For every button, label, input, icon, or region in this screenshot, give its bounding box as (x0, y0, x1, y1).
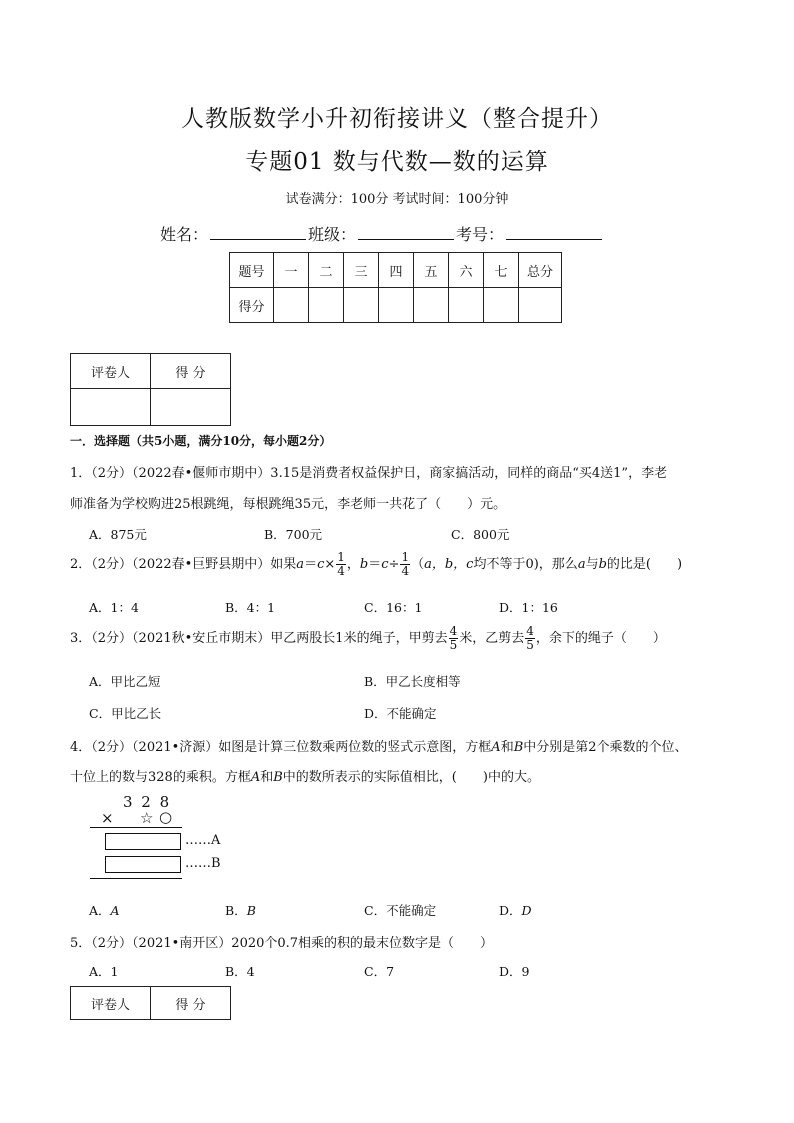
score-cell: 四 (379, 253, 414, 288)
student-info-line (160, 222, 604, 245)
box-b-ref: B (513, 740, 524, 755)
q3-mid: 米，乙剪去 (459, 631, 525, 646)
box-a (105, 833, 181, 850)
q2-option-d[interactable]: D．1：16 (499, 600, 558, 615)
score-input-cell[interactable] (344, 288, 379, 323)
score-table-score-row (230, 288, 562, 323)
q2-eq: ＝ (368, 557, 382, 572)
section-heading: 一．选择题（共5小题，满分10分，每小题2分） (70, 434, 332, 448)
q5-option-c[interactable]: C．7 (364, 964, 395, 979)
var-a: a (577, 557, 586, 572)
score-table (229, 252, 562, 323)
q3-option-c[interactable]: C．甲比乙长 (89, 706, 162, 721)
q3-prefix: 3．（2分）（2021秋•安丘市期末）甲乙两股长1米的绳子，甲剪去 (70, 631, 448, 646)
grader-input-cell[interactable] (71, 389, 151, 426)
score-input-cell[interactable] (309, 288, 344, 323)
question-4-line2: 十位上的数与328的乘积。方框A和B中的数所表示的实际值相比，( )中的大。 (70, 770, 540, 785)
grader-box (70, 353, 231, 426)
q2-prefix: 2．（2分）（2022春•巨野县期中）如果 (70, 557, 297, 572)
multiplication-figure (85, 793, 245, 888)
score-cell: 二 (309, 253, 344, 288)
box-a-ref: A (491, 740, 501, 755)
q2-tail: 与 (585, 557, 599, 572)
box-a-pointer: ……A (185, 833, 221, 848)
q4-option-a[interactable]: A．A (89, 903, 120, 918)
score-cell: 题号 (230, 253, 274, 288)
var-a: a (296, 557, 305, 572)
var-b: b (598, 557, 607, 572)
box-b-ref: B (273, 770, 283, 785)
box-b (105, 856, 181, 873)
fraction-one-quarter: $\frac{1}{4}$ (401, 550, 410, 578)
star-icon: ☆ (140, 809, 154, 827)
score-input-cell[interactable] (379, 288, 414, 323)
score-input-cell[interactable] (519, 288, 562, 323)
grader-label: 评卷人 (71, 354, 151, 389)
score-cell: 三 (344, 253, 379, 288)
score-cell: 总分 (519, 253, 562, 288)
q2-option-c[interactable]: C．16：1 (364, 600, 423, 615)
id-label: 考号： (456, 225, 505, 244)
class-blank[interactable] (358, 225, 454, 240)
fraction-four-fifths: $\frac{4}{5}$ (449, 624, 458, 652)
var-c: c (381, 557, 389, 572)
q2-option-a[interactable]: A．1：4 (89, 600, 139, 615)
document-subtitle: 专题01 数与代数—数的运算 (245, 149, 549, 175)
document-title: 人教版数学小升初衔接讲义（整合提升） (181, 106, 613, 132)
q1-option-b[interactable]: B．700元 (264, 527, 323, 542)
rule-line (90, 827, 182, 828)
q2-times: × (324, 557, 336, 572)
rule-line (90, 878, 182, 879)
fraction-four-fifths: $\frac{4}{5}$ (526, 624, 534, 652)
q4-option-c[interactable]: C．不能确定 (364, 903, 437, 918)
multiplicand-digits: 3 2 8 (123, 793, 172, 811)
score-row-label: 得分 (230, 288, 274, 323)
q2-comma: ， (346, 557, 360, 572)
question-5-text: 5．（2分）（2021•南开区）2020个0.7相乘的积的最末位数字是（ ） (70, 936, 494, 951)
grader-label: 评卷人 (71, 987, 151, 1020)
q5-option-d[interactable]: D．9 (499, 964, 530, 979)
id-blank[interactable] (506, 225, 602, 240)
q2-tail: 的比是( ) (606, 557, 683, 572)
times-sign: × (101, 809, 114, 827)
class-label: 班级： (308, 225, 357, 244)
grader-input-cell[interactable] (151, 389, 231, 426)
box-a-ref: A (250, 770, 261, 785)
grader-box (70, 986, 231, 1020)
q5-option-a[interactable]: A．1 (89, 964, 119, 979)
score-input-cell[interactable] (449, 288, 484, 323)
q2-option-b[interactable]: B．4：1 (225, 600, 276, 615)
var-c: c (317, 557, 325, 572)
exam-meta: 试卷满分：100分 考试时间：100分钟 (285, 192, 509, 207)
score-cell: 一 (274, 253, 309, 288)
q3-tail: ，余下的绳子（ ） (535, 631, 666, 646)
score-table-header-row (230, 253, 562, 288)
name-label: 姓名： (160, 225, 209, 244)
q2-eq: ＝ (304, 557, 318, 572)
grader-score-label: 得 分 (151, 354, 231, 389)
vars-abc: a，b，c (424, 557, 474, 572)
score-cell: 五 (414, 253, 449, 288)
score-cell: 六 (449, 253, 484, 288)
q2-tail: （ (411, 557, 425, 572)
score-cell: 七 (484, 253, 519, 288)
q4-option-b[interactable]: B．B (225, 903, 256, 918)
question-3-text (70, 625, 666, 652)
question-1-line2: 师准备为学校购进25根跳绳，每根跳绳35元，李老师一共花了（ ）元。 (70, 497, 507, 512)
circle-icon: ○ (159, 808, 173, 826)
q5-option-b[interactable]: B．4 (225, 964, 255, 979)
score-input-cell[interactable] (484, 288, 519, 323)
q2-div: ÷ (388, 557, 400, 572)
q3-option-a[interactable]: A．甲比乙短 (89, 674, 161, 689)
name-blank[interactable] (210, 225, 306, 240)
q2-tail: 均不等于0)，那么 (473, 557, 578, 572)
q4-option-d[interactable]: D．D (499, 903, 532, 918)
fraction-one-quarter: $\frac{1}{4}$ (337, 550, 345, 578)
score-input-cell[interactable] (414, 288, 449, 323)
var-b: b (359, 557, 369, 572)
q3-option-d[interactable]: D．不能确定 (364, 706, 437, 721)
grader-score-label: 得 分 (151, 987, 231, 1020)
box-b-pointer: ……B (185, 856, 221, 871)
q3-option-b[interactable]: B．甲乙长度相等 (364, 674, 461, 689)
question-2-text (70, 551, 682, 578)
score-input-cell[interactable] (274, 288, 309, 323)
question-4-line1: 4．（2分）（2021•济源）如图是计算三位数乘两位数的竖式示意图，方框A和B中分别是第2个乘数的个位、 (70, 740, 688, 755)
q1-option-c[interactable]: C．800元 (451, 527, 510, 542)
q1-option-a[interactable]: A．875元 (89, 527, 147, 542)
question-1-line1: 1．（2分）（2022春•偃师市期中）3.15是消费者权益保护日，商家搞活动，同样的商品“买4送1”，李老 (70, 466, 668, 481)
